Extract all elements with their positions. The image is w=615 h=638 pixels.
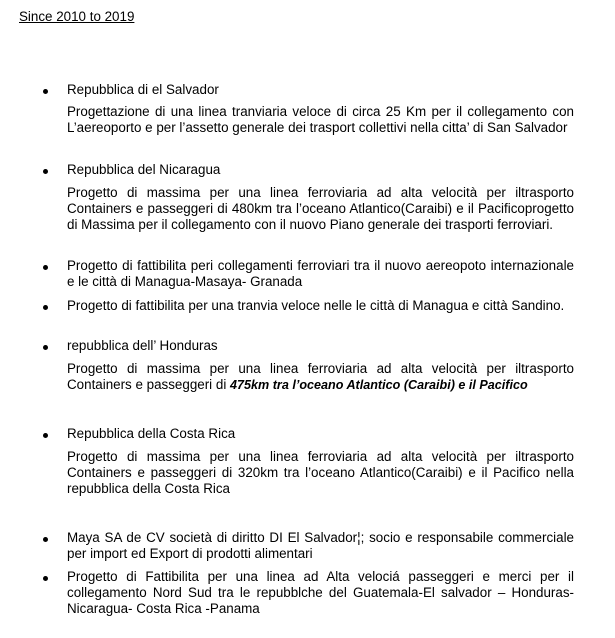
list-item-title: Progetto di Fattibilita per una linea ad Alta velociá passeggeri e merci per il collegamento Nord Sud tra le repubblche del Guatemala-El salvador – Honduras-Nicaragua- Costa Rica -Panama [67, 569, 574, 616]
list-item-description: Progetto di massima per una linea ferroviaria ad alta velocità per iltrasporto Containers e passeggeri di 480km tra l’oceano Atlantico(Caraibi) e il Pacificoprogetto di Massima per il collegamento con il nuovo Piano generale dei trasporti ferroviari. [67, 185, 574, 232]
section-heading: Since 2010 to 2019 [19, 9, 135, 24]
list-item-title: Progetto di fattibilita peri collegamenti ferroviari tra il nuovo aereopoto internazionale e le città di Managua-Masaya- Granada [67, 258, 574, 289]
list-item-title: Repubblica della Costa Rica [67, 426, 236, 441]
bullet-icon [43, 265, 48, 270]
description-text: Progetto di massima per una linea ferroviaria ad alta velocità per iltrasporto Containers e passeggeri di [67, 361, 574, 392]
list-item-title: Maya SA de CV società di diritto DI El Salvador¦; socio e responsabile commerciale per import ed Export di prodotti alimentari [67, 530, 574, 561]
bullet-icon [43, 89, 48, 94]
bullet-icon [43, 345, 48, 350]
list-item-title: Progetto di fattibilita per una tranvia veloce nelle le città di Managua e città Sandino. [67, 298, 565, 313]
bullet-icon [43, 576, 48, 581]
bullet-icon [43, 433, 48, 438]
bullet-icon [43, 169, 48, 174]
list-item-title: repubblica dell’ Honduras [67, 338, 218, 353]
list-item-title: Repubblica del Nicaragua [67, 162, 221, 177]
bullet-icon [43, 305, 48, 310]
list-item-description: Progetto di massima per una linea ferroviaria ad alta velocità per iltrasporto Containers e passeggeri di 320km tra l’oceano Atlantico(Caraibi) e il Pacifico nella repubblica della Costa Rica [67, 449, 574, 496]
list-item-description [67, 361, 574, 393]
description-emphasis: 475km tra l’oceano Atlantico (Caraibi) e il Pacifico [230, 378, 528, 392]
bullet-icon [43, 537, 48, 542]
list-item-description: Progettazione di una linea tranviaria veloce di circa 25 Km per il collegamento con L’aereoporto e per l’assetto generale dei trasport collettivi nella citta’ di San Salvador [67, 104, 574, 135]
list-item-title: Repubblica di el Salvador [67, 82, 219, 97]
